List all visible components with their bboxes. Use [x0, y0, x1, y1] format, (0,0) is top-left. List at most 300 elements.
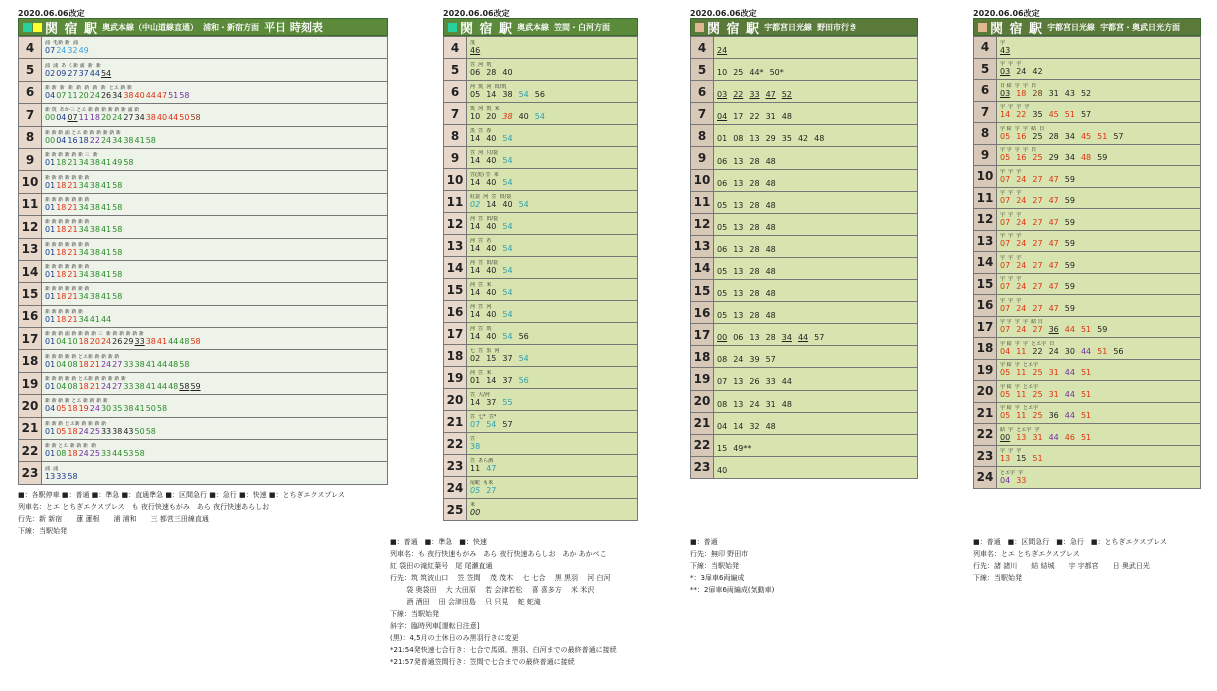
departures-cell — [714, 147, 917, 168]
hour-label: 18 — [444, 345, 467, 366]
departure-minute: 30 — [100, 404, 112, 414]
hour-row — [444, 168, 637, 190]
departure-minute: 27 — [1032, 260, 1043, 270]
departure-minute: 54 — [502, 222, 513, 231]
departure-minute: 44 — [1064, 389, 1075, 399]
departure-minute: 24 — [1016, 325, 1027, 335]
departure-minute: 15 — [486, 354, 497, 363]
departure-minute: 32 — [67, 46, 78, 56]
departure-minute: 24 — [1016, 217, 1027, 227]
departure-minute: 58 — [112, 225, 123, 235]
departure-minute: 33 — [100, 449, 112, 459]
destination-marks: 河 笠 田/袋 — [470, 260, 499, 266]
departure-minute: 33 — [749, 90, 760, 100]
departure-minute: 59 — [1097, 153, 1108, 163]
departures-cell — [467, 257, 637, 278]
departure-minute: 26 — [749, 377, 760, 387]
departure-minute: 11 — [78, 113, 89, 123]
station-name: 関 宿 駅 — [707, 21, 761, 36]
hour-label: 16 — [974, 295, 997, 316]
departure-minute: 13 — [733, 222, 744, 232]
departure-minute: 38 — [123, 135, 134, 145]
departure-minute: 08 — [56, 449, 67, 459]
departure-minute: 01 — [45, 180, 56, 190]
departure-minute: 58 — [112, 202, 123, 212]
hour-row — [691, 434, 917, 456]
departure-minute: 08 — [717, 355, 728, 365]
legend-line: 列車名：も 夜行快速もがみ あら 夜行快速あらしお あか あかべこ — [390, 550, 607, 558]
departure-minute: 24 — [1048, 346, 1059, 356]
destination-marks: 米 — [470, 502, 476, 508]
departure-minute: 59 — [1064, 282, 1075, 292]
hour-row — [691, 213, 917, 235]
departure-minute: 59 — [1097, 325, 1108, 335]
departures-cell — [42, 306, 387, 327]
departure-minute: 21 — [67, 292, 78, 302]
departures-cell — [714, 280, 917, 301]
departure-minute: 47 — [1048, 196, 1059, 206]
departure-minute: 40 — [518, 112, 529, 121]
departure-minute: 20 — [100, 113, 112, 123]
departure-minute: 18 — [56, 180, 67, 190]
departure-minute: 27 — [123, 113, 134, 123]
departure-minute: 25 — [89, 426, 100, 436]
hour-label: 19 — [19, 373, 42, 394]
departures-cell — [467, 477, 637, 498]
table-1-rows — [18, 36, 388, 485]
departure-minute: 34 — [78, 158, 89, 168]
departure-minute: 05 — [56, 404, 67, 414]
departure-minute: 41 — [89, 314, 100, 324]
hour-row — [974, 165, 1200, 187]
departure-minute: 02 — [470, 200, 481, 209]
hour-row — [19, 305, 387, 327]
departure-minute: 58 — [67, 471, 78, 481]
station-name: 関 宿 駅 — [990, 21, 1044, 36]
departure-minute: 56 — [1113, 346, 1124, 356]
hour-row — [691, 169, 917, 191]
destination-marks: 河 笠 若 — [470, 238, 492, 244]
departure-minute: 13 — [749, 134, 760, 144]
departure-minute: 38 — [112, 426, 123, 436]
departure-minute: 51 — [1080, 432, 1092, 442]
departure-minute: 06 — [733, 333, 744, 343]
departure-minute: 13 — [733, 178, 744, 188]
departures-cell — [997, 166, 1200, 187]
direction: 野田市行き — [817, 22, 858, 32]
departure-minute: 58 — [179, 90, 190, 100]
legend-line: 列車名：とエ とちぎエクスプレス も 夜行快速もがみ あら 夜行快速あらしお — [18, 503, 270, 511]
table-2-legend — [390, 536, 690, 668]
destination-marks: 新 新 新 とエ新 新 新 新 新 — [45, 420, 107, 427]
hour-label: 8 — [974, 123, 997, 144]
departures-cell — [467, 389, 637, 410]
departures-cell — [467, 37, 637, 58]
departure-minute: 25 — [89, 449, 100, 459]
hour-row — [444, 432, 637, 454]
departure-minute: 52 — [1080, 88, 1092, 98]
departure-minute: 54 — [502, 244, 513, 253]
departure-minute: 14 — [470, 310, 481, 319]
departure-minute: 54 — [518, 354, 529, 363]
departure-minute: 37 — [502, 354, 513, 363]
departure-minute: 48 — [765, 156, 776, 166]
hour-row — [974, 445, 1200, 467]
hour-label: 22 — [444, 433, 467, 454]
departure-minute: 51 — [1097, 346, 1108, 356]
hour-row — [691, 456, 917, 478]
departures-cell — [42, 462, 387, 483]
hour-row — [974, 230, 1200, 252]
departure-minute: 04 — [717, 112, 728, 122]
destination-marks: 河 笠 米 — [470, 370, 492, 376]
destination-marks: 尾蛇 も米 — [470, 480, 494, 486]
departure-minute: 20 — [78, 90, 89, 100]
departure-minute: 45 — [1080, 131, 1092, 141]
departure-minute: 38 — [134, 382, 145, 392]
departure-minute: 47 — [1048, 239, 1059, 249]
departures-cell — [42, 261, 387, 282]
table-2-date: 2020.06.06改定 — [443, 9, 510, 18]
departure-minute: 49 — [78, 46, 89, 56]
table-3-header — [690, 18, 918, 36]
departures-cell — [42, 440, 387, 461]
hour-row — [974, 466, 1200, 488]
departure-minute: 35 — [112, 404, 123, 414]
hour-label: 22 — [19, 440, 42, 461]
departure-minute: 44 — [1064, 411, 1075, 421]
departures-cell — [997, 80, 1200, 101]
departure-minute: 13 — [733, 200, 744, 210]
table-4-date: 2020.06.06改定 — [973, 9, 1040, 18]
departure-minute: 07 — [1000, 282, 1011, 292]
hour-row — [974, 359, 1200, 381]
destination-marks: 筑 河 筑 米 — [470, 106, 500, 112]
departure-minute: 13 — [1000, 454, 1011, 464]
departure-minute: 10 — [67, 337, 78, 347]
departure-minute: 40 — [486, 134, 497, 143]
departures-cell — [997, 403, 1200, 424]
departures-cell — [997, 59, 1200, 80]
departures-cell — [714, 125, 917, 146]
hour-row — [974, 122, 1200, 144]
departure-minute: 48 — [765, 421, 776, 431]
departure-minute: 38 — [89, 158, 100, 168]
departure-minute: 01 — [45, 449, 56, 459]
departures-cell — [997, 252, 1200, 273]
hour-row — [19, 103, 387, 125]
departure-minute: 28 — [749, 200, 760, 210]
departure-minute: 33 — [765, 377, 776, 387]
departure-minute: 24 — [100, 337, 112, 347]
departures-cell — [467, 345, 637, 366]
departure-minute: 34 — [78, 314, 89, 324]
departures-cell — [714, 324, 917, 345]
departure-minute: 41 — [100, 202, 112, 212]
departure-minute: 05 — [1000, 368, 1011, 378]
line-name: 奥武本線 — [517, 22, 550, 32]
departures-cell — [997, 338, 1200, 359]
departures-cell — [42, 171, 387, 192]
table-2-rows — [443, 36, 638, 521]
hour-row — [691, 257, 917, 279]
hour-row — [444, 36, 637, 58]
hour-label: 5 — [444, 59, 467, 80]
departure-minute: 30 — [1064, 346, 1075, 356]
hour-label: 14 — [974, 252, 997, 273]
departures-cell — [714, 103, 917, 124]
hour-label: 21 — [19, 418, 42, 439]
departure-minute: 44* — [749, 68, 764, 78]
departure-minute: 01 — [45, 225, 56, 235]
departures-cell — [997, 209, 1200, 230]
destination-marks: 宇 宇 宇 — [1000, 276, 1022, 283]
hour-label: 10 — [444, 169, 467, 190]
destination-marks: 宇 結 宇 とエ宇 — [1000, 362, 1038, 369]
legend-line: 下線：当駅始発 — [18, 527, 67, 535]
departure-minute: 14 — [486, 90, 497, 99]
departures-cell — [42, 283, 387, 304]
departure-minute: 45 — [1048, 110, 1059, 120]
departures-cell — [467, 301, 637, 322]
departures-cell — [997, 360, 1200, 381]
departure-minute: 14 — [470, 266, 481, 275]
hour-label: 8 — [444, 125, 467, 146]
departure-minute: 26 — [100, 90, 112, 100]
departure-minute: 58 — [112, 180, 123, 190]
departure-minute: 57 — [814, 333, 825, 343]
hour-row — [444, 366, 637, 388]
table-2-header — [443, 18, 638, 36]
departure-minute: 54 — [534, 112, 545, 121]
departure-minute: 37 — [486, 398, 497, 407]
departure-minute: 14 — [470, 244, 481, 253]
hour-label: 12 — [19, 216, 42, 237]
hour-row — [19, 349, 387, 371]
hour-row — [444, 234, 637, 256]
departure-minute: 59 — [1064, 260, 1075, 270]
departures-cell — [467, 81, 637, 102]
departure-minute: 24 — [733, 355, 744, 365]
departure-minute: 28 — [486, 68, 497, 77]
hour-label: 16 — [19, 306, 42, 327]
departures-cell — [42, 350, 387, 371]
departure-minute: 44 — [112, 449, 123, 459]
hour-row — [974, 251, 1200, 273]
destination-marks: 新 新 新 浦 とエ 新 新 新 新 新 新 — [45, 129, 121, 136]
departure-minute: 37 — [78, 68, 89, 78]
departure-minute: 41 — [100, 158, 112, 168]
departure-minute: 50 — [179, 113, 190, 123]
hour-label: 15 — [691, 280, 714, 301]
hour-label: 18 — [19, 350, 42, 371]
departure-minute: 50* — [769, 68, 784, 78]
destination-marks: 宇 宇 宇 — [1000, 297, 1022, 304]
hour-label: 4 — [691, 37, 714, 58]
destination-marks: 宇 宇 宇 — [1000, 448, 1022, 455]
departure-minute: 46 — [470, 46, 481, 55]
departures-cell — [42, 239, 387, 260]
departure-minute: 07 — [1000, 196, 1011, 206]
departure-minute: 21 — [67, 158, 78, 168]
departure-minute: 07 — [67, 113, 78, 123]
hour-row — [974, 402, 1200, 424]
table-4-legend — [973, 536, 1213, 584]
tan-square-icon — [978, 23, 987, 32]
hour-label: 7 — [444, 103, 467, 124]
departure-minute: 33 — [1016, 475, 1027, 485]
departure-minute: 16 — [1016, 153, 1027, 163]
departure-minute: 05 — [470, 486, 481, 495]
departure-minute: 18 — [56, 158, 67, 168]
hour-label: 18 — [691, 346, 714, 367]
destination-marks: 宇 宇 宇 — [1000, 254, 1022, 261]
destination-marks: 新 新 新 新 新 新 新 — [45, 196, 90, 203]
departure-minute: 40 — [502, 200, 513, 209]
destination-marks: 茂 — [470, 40, 476, 46]
departure-minute: 14 — [470, 398, 481, 407]
departure-minute: 54 — [518, 90, 529, 99]
hour-label: 14 — [444, 257, 467, 278]
departure-minute: 48 — [168, 359, 179, 369]
hour-label: 15 — [444, 279, 467, 300]
departure-minute: 48 — [781, 399, 792, 409]
departure-minute: 11 — [67, 90, 78, 100]
line-name: 宇都宮日光線 — [764, 22, 813, 32]
departure-minute: 01 — [45, 292, 56, 302]
departure-minute: 02 — [470, 354, 481, 363]
legend-line: 下線：当駅始発 — [690, 562, 739, 570]
departure-minute: 27 — [1032, 303, 1043, 313]
departure-minute: 00 — [1000, 432, 1011, 442]
departure-minute: 53 — [123, 449, 134, 459]
departure-minute: 52 — [781, 90, 792, 100]
departure-minute: 47 — [1048, 174, 1059, 184]
departure-minute: 40 — [486, 310, 497, 319]
hour-row — [691, 301, 917, 323]
hour-label: 12 — [444, 213, 467, 234]
departure-minute: 07 — [1000, 217, 1011, 227]
hour-label: 11 — [444, 191, 467, 212]
destination-marks: 宇 結 宇 とエ宇 — [1000, 405, 1038, 412]
departure-minute: 11 — [1016, 389, 1027, 399]
departures-cell — [42, 59, 387, 80]
hour-row — [691, 36, 917, 58]
hour-row — [444, 476, 637, 498]
departure-minute: 58 — [145, 135, 156, 145]
departure-minute: 34 — [781, 333, 792, 343]
departure-minute: 38 — [89, 292, 100, 302]
departure-minute: 48 — [765, 200, 776, 210]
hour-row — [444, 388, 637, 410]
departure-minute: 40 — [486, 178, 497, 187]
legend-line: ■：普通 ■：準急 ■：快速 — [390, 538, 487, 546]
departure-minute: 34 — [112, 135, 123, 145]
departure-minute: 18 — [78, 382, 89, 392]
departure-minute: 44 — [156, 359, 168, 369]
hour-label: 16 — [691, 302, 714, 323]
departure-minute: 22 — [1032, 346, 1043, 356]
departure-minute: 38 — [145, 113, 156, 123]
departures-cell — [714, 214, 917, 235]
departure-minute: 43 — [1000, 45, 1011, 55]
departures-cell — [467, 147, 637, 168]
hour-row — [691, 345, 917, 367]
departure-minute: 44 — [145, 90, 156, 100]
timetable-1 — [18, 18, 388, 485]
departure-minute: 38 — [123, 404, 134, 414]
departure-minute: 25 — [1032, 368, 1043, 378]
destination-marks: 新 新 新 新 新 とエ新 新 新 新 新 新 — [45, 376, 126, 383]
departure-minute: 51 — [1080, 411, 1092, 421]
departure-minute: 06 — [470, 68, 481, 77]
departure-minute: 38 — [134, 359, 145, 369]
hour-row — [691, 390, 917, 412]
departure-minute: 54 — [502, 178, 513, 187]
departure-minute: 14 — [1000, 110, 1011, 120]
hour-row — [974, 380, 1200, 402]
hour-row — [19, 170, 387, 192]
hour-label: 23 — [19, 462, 42, 483]
destination-marks: 新 新 新 新 新 新 新 新 とエ 新 新 — [45, 84, 133, 91]
departures-cell — [714, 413, 917, 434]
departures-cell — [467, 367, 637, 388]
destination-marks: 新 新 新 新 新 とエ新 新 新 新 新 — [45, 353, 120, 360]
departure-minute: 10 — [470, 112, 481, 121]
departure-minute: 20 — [486, 112, 497, 121]
departures-cell — [714, 81, 917, 102]
departure-minute: 31 — [1032, 432, 1043, 442]
departure-minute: 35 — [781, 134, 792, 144]
departure-minute: 25 — [733, 68, 744, 78]
departure-minute: 33 — [100, 426, 112, 436]
departure-minute: 28 — [749, 156, 760, 166]
timetable-4 — [973, 18, 1201, 489]
hour-row — [691, 279, 917, 301]
hour-row — [444, 278, 637, 300]
table-1-date: 2020.06.06改定 — [18, 9, 85, 18]
departure-minute: 31 — [1048, 368, 1059, 378]
departure-minute: 28 — [749, 244, 760, 254]
departure-minute: 40 — [134, 90, 145, 100]
hour-label: 6 — [444, 81, 467, 102]
departures-cell — [467, 169, 637, 190]
departure-minute: 05 — [717, 289, 728, 299]
departures-cell — [714, 457, 917, 478]
departures-cell — [467, 323, 637, 344]
departure-minute: 48 — [765, 178, 776, 188]
departure-minute: 17 — [733, 112, 744, 122]
departures-cell — [997, 188, 1200, 209]
hour-row — [691, 146, 917, 168]
departure-minute: 14 — [470, 222, 481, 231]
departures-cell — [714, 346, 917, 367]
hour-row — [19, 126, 387, 148]
departure-minute: 51 — [1032, 454, 1043, 464]
departures-cell — [42, 37, 387, 58]
departure-minute: 00 — [45, 135, 56, 145]
departure-minute: 24 — [1016, 239, 1027, 249]
departure-minute: 44 — [1080, 346, 1092, 356]
departure-minute: 11 — [470, 464, 481, 473]
hour-label: 7 — [19, 104, 42, 125]
departure-minute: 05 — [56, 426, 67, 436]
hour-row — [19, 36, 387, 58]
departure-minute: 34 — [78, 292, 89, 302]
departures-cell — [42, 328, 387, 349]
departure-minute: 18 — [56, 225, 67, 235]
departures-cell — [997, 37, 1200, 58]
